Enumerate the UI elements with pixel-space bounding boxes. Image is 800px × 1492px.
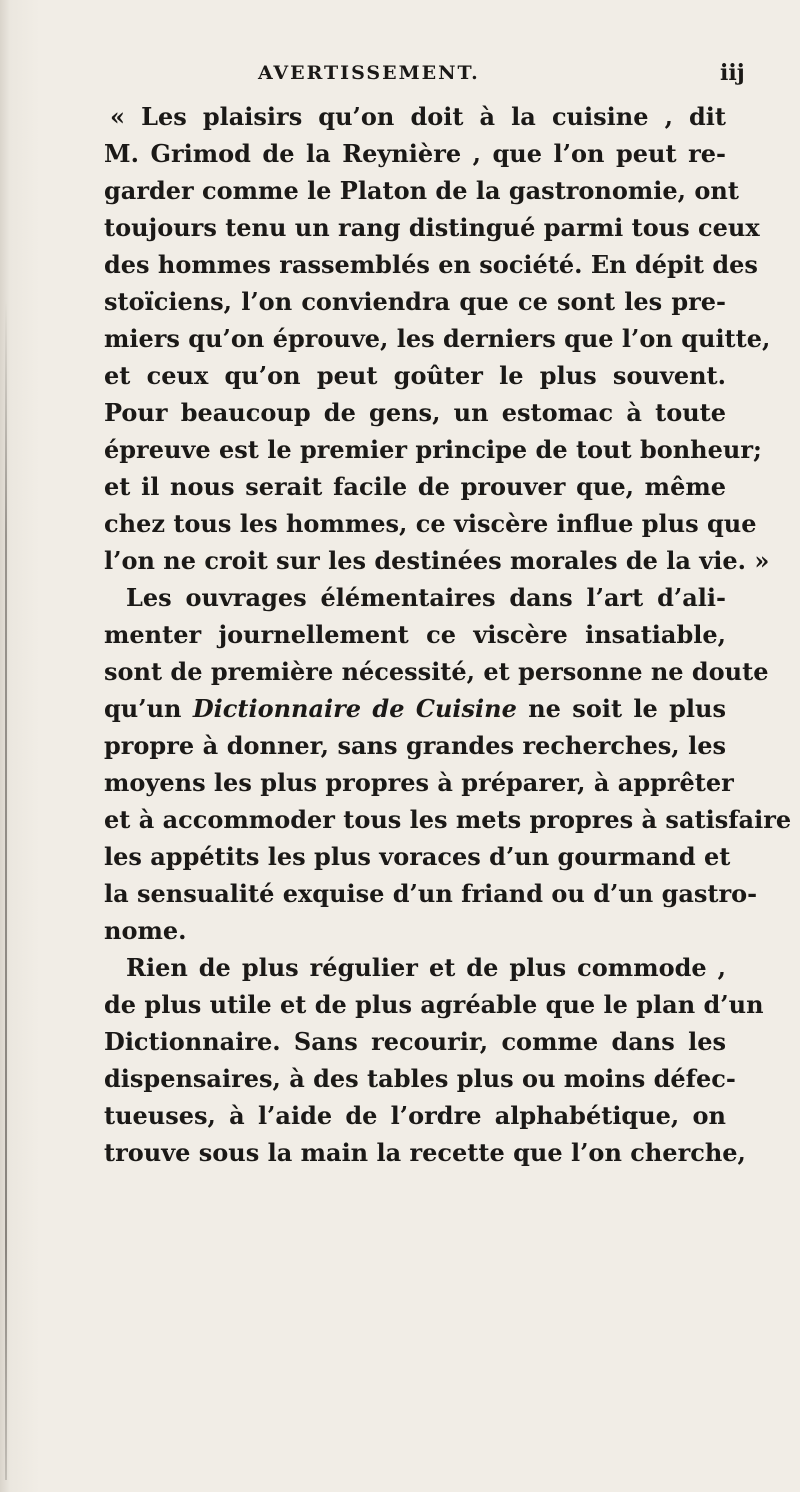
text-line: épreuve est le premier principe de tout bonheur; xyxy=(104,435,762,464)
italic-title: Dictionnaire de Cuisine xyxy=(192,694,517,723)
text-line: chez tous les hommes, ce viscère influe plus que xyxy=(104,509,757,538)
text-line: Dictionnaire. Sans recourir, comme dans les xyxy=(104,1027,726,1056)
binding-shadow xyxy=(5,300,7,1480)
text-line: dispensaires, à des tables plus ou moins défec- xyxy=(104,1064,736,1093)
text-line: Pour beaucoup de gens, un estomac à toute xyxy=(104,398,726,427)
text-line: menter journellement ce viscère insatiable, xyxy=(104,620,726,649)
text-segment: ne soit le plus xyxy=(528,694,726,723)
text-line: « Les plaisirs qu’on doit à la cuisine , dit xyxy=(110,102,726,131)
text-line: toujours tenu un rang distingué parmi tous ceux xyxy=(104,213,760,242)
text-line: sont de première nécessité, et personne ne doute xyxy=(104,657,769,686)
text-line: Les ouvrages élémentaires dans l’art d’ali- xyxy=(126,583,726,612)
text-segment: qu’un xyxy=(104,694,182,723)
text-line: des hommes rassemblés en société. En dépit des xyxy=(104,250,758,279)
text-line: M. Grimod de la Reynière , que l’on peut re- xyxy=(104,139,726,168)
text-line: la sensualité exquise d’un friand ou d’un gastro- xyxy=(104,879,758,908)
text-line: les appétits les plus voraces d’un gourmand et xyxy=(104,842,731,871)
text-line: nome. xyxy=(104,916,187,945)
text-line: l’on ne croit sur les destinées morales de la vie. » xyxy=(104,546,770,575)
text-line: tueuses, à l’aide de l’ordre alphabétique, on xyxy=(104,1101,726,1130)
text-line: miers qu’on éprouve, les derniers que l’on quitte, xyxy=(104,324,771,353)
page-header xyxy=(258,62,758,94)
text-line xyxy=(104,690,726,727)
body-text xyxy=(104,98,792,1171)
text-line: et ceux qu’on peut goûter le plus souvent. xyxy=(104,361,726,390)
text-line: garder comme le Platon de la gastronomie, ont xyxy=(104,176,739,205)
text-line: de plus utile et de plus agréable que le plan d’un xyxy=(104,990,764,1019)
text-line: propre à donner, sans grandes recherches, les xyxy=(104,731,726,760)
text-line: et il nous serait facile de prouver que, même xyxy=(104,472,726,501)
text-line: Rien de plus régulier et de plus commode , xyxy=(126,953,726,982)
text-line: trouve sous la main la recette que l’on cherche, xyxy=(104,1138,746,1167)
text-line: et à accommoder tous les mets propres à satisfaire xyxy=(104,805,792,834)
text-line: stoïciens, l’on conviendra que ce sont les pre- xyxy=(104,287,726,316)
page-number: iij xyxy=(720,60,745,86)
text-line: moyens les plus propres à préparer, à apprêter xyxy=(104,768,734,797)
running-title: AVERTISSEMENT. xyxy=(258,62,480,84)
